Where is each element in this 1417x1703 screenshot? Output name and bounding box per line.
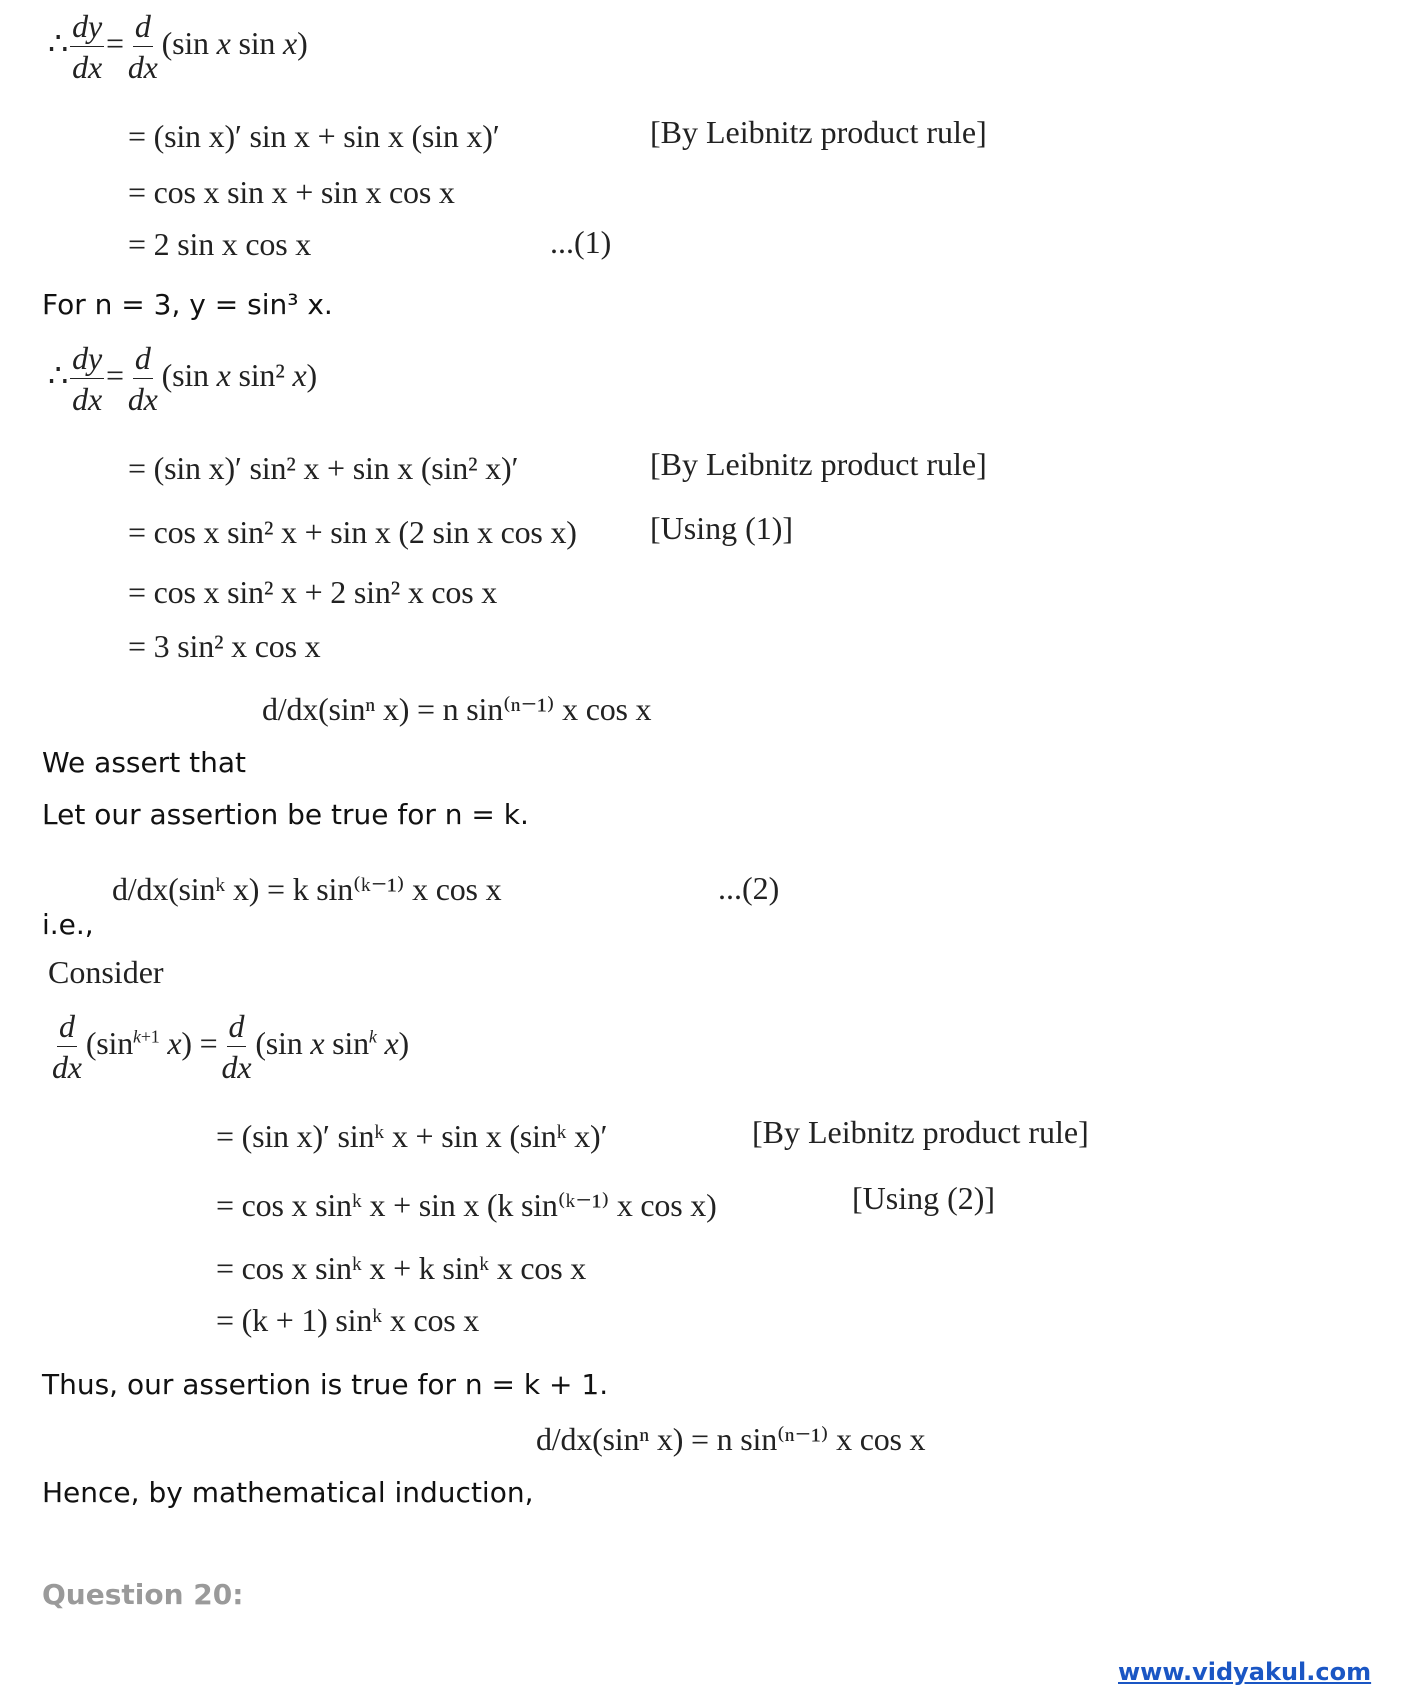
eq-inductive-hypothesis: d/dx(sinᵏ x) = k sin⁽ᵏ⁻¹⁾ x cos x (112, 871, 502, 907)
text-let-assertion: Let our assertion be true for n = k. (42, 798, 529, 831)
note-using-2: [Using (2)] (852, 1180, 996, 1216)
note-leibnitz-1: [By Leibnitz product rule] (650, 114, 987, 150)
eq-step1-line2: = (sin x)′ sin x + sin x (sin x)′ (128, 118, 500, 154)
note-leibnitz-3: [By Leibnitz product rule] (752, 1114, 1089, 1150)
eq-step3-line5: = (k + 1) sinᵏ x cos x (216, 1302, 480, 1338)
eq-step3-line4: = cos x sinᵏ x + k sinᵏ x cos x (216, 1250, 587, 1286)
eq-assertion: d/dx(sinⁿ x) = n sin⁽ⁿ⁻¹⁾ x cos x (262, 691, 652, 727)
eq-step2-line4: = cos x sin² x + 2 sin² x cos x (128, 574, 498, 610)
note-leibnitz-2: [By Leibnitz product rule] (650, 446, 987, 482)
tag-eq-1: ...(1) (550, 224, 612, 260)
text-we-assert: We assert that (42, 746, 246, 779)
eq-step2-line5: = 3 sin² x cos x (128, 628, 321, 664)
eq-step3-line1: $\frac{d}{dx}$ ($\sin^{k+1}$ x) = $\frac{d}{dx}$ (sin x $\sin^k x$) (52, 1008, 409, 1085)
eq-step3-line2: = (sin x)′ sinᵏ x + sin x (sinᵏ x)′ (216, 1118, 608, 1154)
eq-conclusion: d/dx(sinⁿ x) = n sin⁽ⁿ⁻¹⁾ x cos x (536, 1421, 926, 1457)
eq-step1-line4: = 2 sin x cos x (128, 226, 312, 262)
footer-link-vidyakul[interactable]: www.vidyakul.com (1118, 1658, 1372, 1686)
eq-step2-line2: = (sin x)′ sin² x + sin x (sin² x)′ (128, 450, 519, 486)
eq-step2-line1: ∴ $\frac{dy}{dx}$ = $\frac{d}{dx}$ (sin x sin² x) (48, 340, 317, 417)
text-hence: Hence, by mathematical induction, (42, 1476, 534, 1509)
text-consider: Consider (48, 954, 164, 990)
text-ie: i.e., (42, 908, 94, 941)
question-label: Question 20: (42, 1578, 244, 1611)
eq-step3-line3: = cos x sinᵏ x + sin x (k sin⁽ᵏ⁻¹⁾ x cos x) (216, 1187, 717, 1223)
eq-step1-line3: = cos x sin x + sin x cos x (128, 174, 455, 210)
text-n-equals-3: For n = 3, y = sin³ x. (42, 288, 333, 321)
text-thus: Thus, our assertion is true for n = k + 1. (42, 1368, 609, 1401)
eq-step2-line3: = cos x sin² x + sin x (2 sin x cos x) (128, 514, 577, 550)
eq-step1-line1: ∴ $\frac{dy}{dx}$ = $\frac{d}{dx}$ (sin x sin x) (48, 8, 308, 85)
tag-eq-2: ...(2) (718, 870, 780, 906)
note-using-1: [Using (1)] (650, 510, 794, 546)
